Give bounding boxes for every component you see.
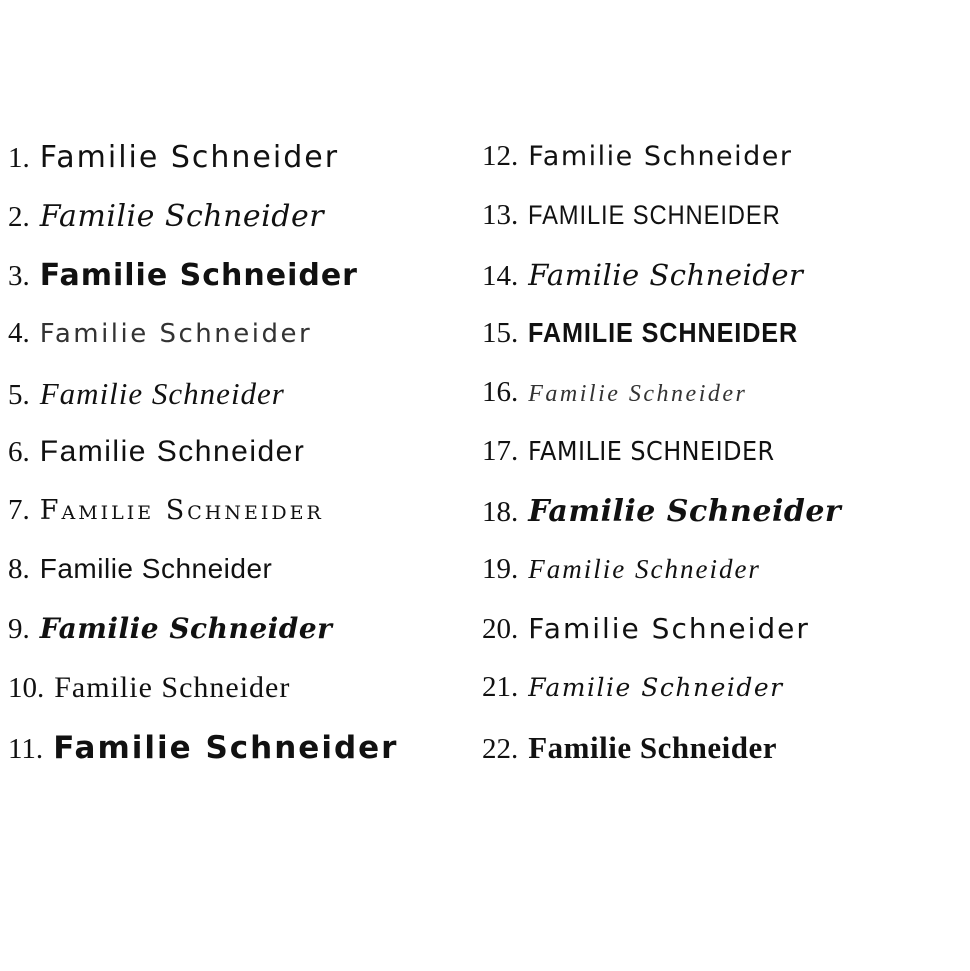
font-sample-number: 2.: [8, 201, 30, 233]
font-sample-row: [8, 317, 488, 376]
font-sample-row: [482, 553, 962, 612]
font-sample-number: 18.: [482, 496, 519, 528]
font-sample-text: Familie Schneider: [39, 199, 325, 234]
font-sample-number: 10.: [8, 672, 45, 704]
font-sample-number: 14.: [482, 260, 519, 292]
font-sample-row: [482, 435, 962, 494]
font-sample-text: Familie Schneider: [528, 258, 804, 292]
font-sample-number: 3.: [8, 260, 30, 292]
font-sample-row: [8, 258, 488, 317]
font-sample-number: 9.: [8, 613, 30, 645]
font-sample-number: 1.: [8, 142, 30, 174]
font-sample-text: Familie Schneider: [528, 381, 748, 407]
font-sample-number: 22.: [482, 733, 519, 765]
font-sample-row: [8, 140, 488, 199]
font-sample-text: Familie Schneider: [39, 612, 333, 645]
font-sample-number: 11.: [8, 733, 44, 765]
font-sample-number: 21.: [482, 671, 519, 703]
font-sample-number: 17.: [482, 435, 519, 467]
font-sample-text: FAMILIE SCHNEIDER: [528, 437, 775, 467]
font-sample-row: [482, 612, 962, 671]
font-sample-row: [482, 258, 962, 317]
font-sample-row: [482, 494, 962, 553]
font-sample-row: [8, 612, 488, 671]
font-sample-number: 15.: [482, 317, 519, 349]
font-sample-number: 13.: [482, 199, 519, 231]
font-sample-number: 19.: [482, 553, 519, 585]
font-sample-row: [482, 317, 962, 376]
font-sample-row: [482, 376, 962, 435]
font-sample-text: FAMILIE SCHNEIDER: [528, 200, 781, 230]
font-sample-text: Familie Schneider: [53, 730, 399, 766]
font-sample-row: [482, 140, 962, 199]
font-sample-row: [482, 730, 962, 789]
font-sample-column-left: [8, 140, 488, 789]
font-sample-number: 5.: [8, 379, 30, 411]
font-sample-column-right: [482, 140, 962, 789]
font-sample-grid: [0, 140, 970, 830]
font-sample-text: Familie Schneider: [39, 553, 273, 584]
font-sample-text: Familie Schneider: [39, 258, 358, 293]
font-sample-number: 4.: [8, 317, 30, 349]
font-sample-row: [8, 435, 488, 494]
font-sample-text: Familie Schneider: [39, 435, 306, 468]
font-sample-text: Familie Schneider: [39, 376, 285, 411]
font-sample-number: 7.: [8, 494, 30, 526]
font-sample-text: Familie Schneider: [39, 319, 313, 349]
font-sample-text: FAMILIE SCHNEIDER: [528, 317, 799, 348]
font-sample-row: [8, 376, 488, 435]
font-sample-number: 20.: [482, 613, 519, 645]
font-sample-row: [482, 671, 962, 730]
font-sample-text: Familie Schneider: [528, 730, 777, 765]
font-sample-row: [8, 671, 488, 730]
font-sample-number: 16.: [482, 376, 519, 408]
font-sample-number: 8.: [8, 553, 30, 585]
font-sample-row: [8, 199, 488, 258]
font-sample-text: Familie Schneider: [528, 554, 761, 584]
font-sample-text: Familie Schneider: [528, 673, 784, 702]
font-sample-text: Familie Schneider: [528, 494, 842, 529]
font-sample-text: Familie Schneider: [528, 141, 793, 172]
font-sample-row: [482, 199, 962, 258]
font-sample-text: Familie Schneider: [528, 612, 810, 645]
font-sample-number: 12.: [482, 140, 519, 172]
font-sample-text: Familie Schneider: [54, 671, 291, 704]
font-sample-text: Familie Schneider: [39, 140, 340, 175]
font-sample-row: [8, 494, 488, 553]
font-sample-number: 6.: [8, 436, 30, 468]
font-sample-row: [8, 553, 488, 612]
font-sample-row: [8, 730, 488, 789]
font-sample-text: Familie Schneider: [39, 495, 324, 526]
